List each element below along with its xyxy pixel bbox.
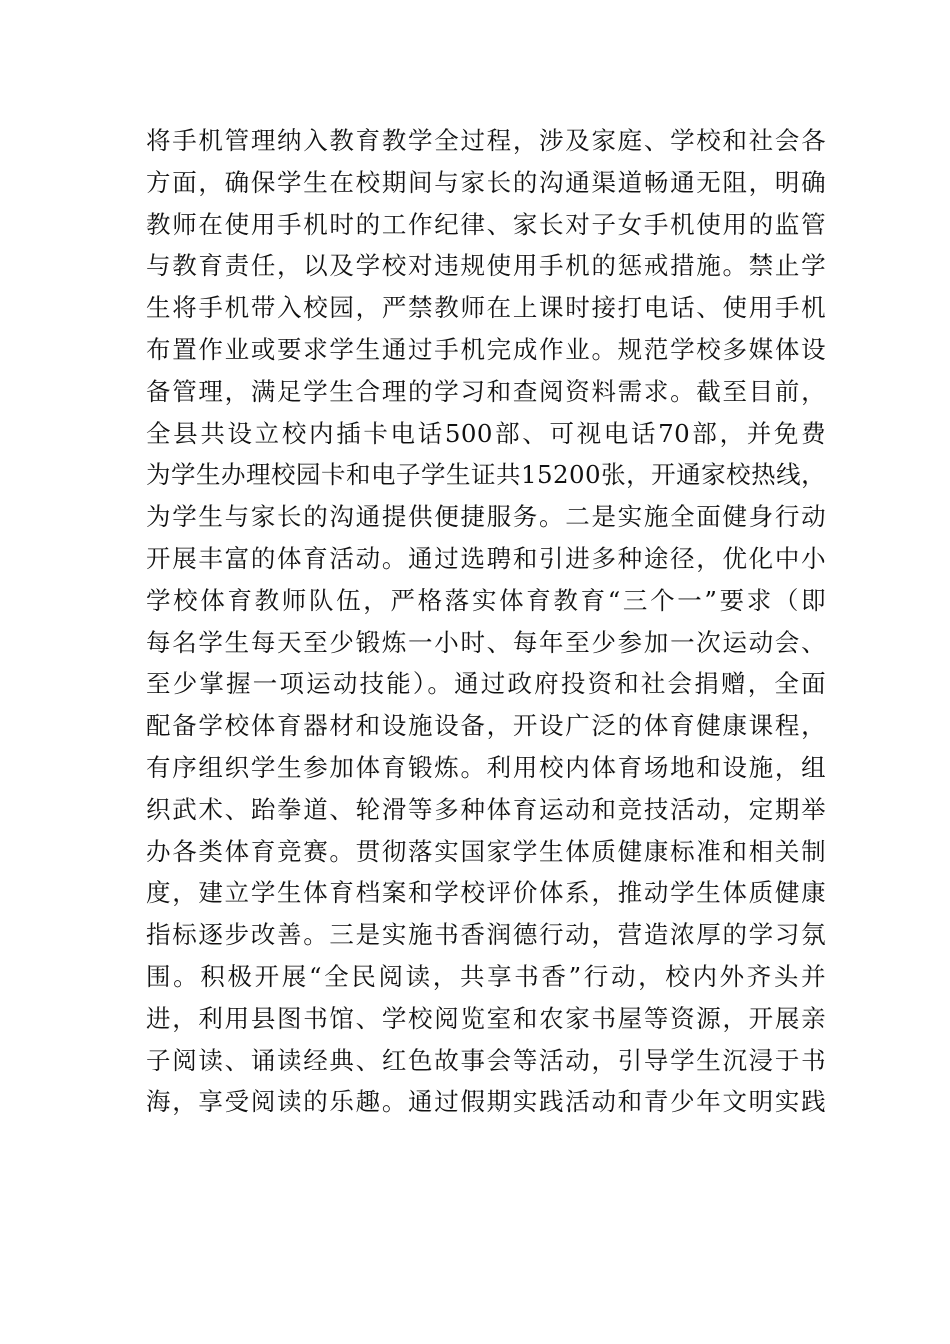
text-line: 教师在使用手机时的工作纪律、家长对子女手机使用的监管 — [146, 209, 826, 239]
text-line: 织武术、跆拳道、轮滑等多种体育运动和竞技活动，定期举 — [146, 794, 826, 824]
text-line: 指标逐步改善。三是实施书香润德行动，营造浓厚的学习氛 — [146, 920, 826, 950]
text-line: 海，享受阅读的乐趣。通过假期实践活动和青少年文明实践 — [146, 1087, 826, 1117]
text-line: 布置作业或要求学生通过手机完成作业。规范学校多媒体设 — [146, 334, 826, 364]
text-line: 有序组织学生参加体育锻炼。利用校内体育场地和设施，组 — [146, 752, 826, 782]
text-line: 全县共设立校内插卡电话500部、可视电话70部，并免费 — [146, 418, 826, 448]
text-line: 学校体育教师队伍，严格落实体育教育“三个一”要求（即 — [146, 585, 826, 615]
text-line: 办各类体育竞赛。贯彻落实国家学生体质健康标准和相关制 — [146, 836, 826, 866]
text-line: 至少掌握一项运动技能）。通过政府投资和社会捐赠，全面 — [146, 669, 826, 699]
text-line: 度，建立学生体育档案和学校评价体系，推动学生体质健康 — [146, 878, 826, 908]
text-line: 每名学生每天至少锻炼一小时、每年至少参加一次运动会、 — [146, 627, 826, 657]
text-line: 将手机管理纳入教育教学全过程，涉及家庭、学校和社会各 — [146, 126, 826, 155]
text-line: 为学生与家长的沟通提供便捷服务。二是实施全面健身行动 — [146, 502, 826, 532]
text-line: 方面，确保学生在校期间与家长的沟通渠道畅通无阻，明确 — [146, 167, 826, 197]
text-line: 子阅读、诵读经典、红色故事会等活动，引导学生沉浸于书 — [146, 1045, 826, 1075]
text-line: 生将手机带入校园，严禁教师在上课时接打电话、使用手机 — [146, 293, 826, 323]
text-line: 围。积极开展“全民阅读，共享书香”行动，校内外齐头并 — [146, 961, 826, 991]
text-line: 开展丰富的体育活动。通过选聘和引进多种途径，优化中小 — [146, 543, 826, 573]
text-line: 进，利用县图书馆、学校阅览室和农家书屋等资源，开展亲 — [146, 1003, 826, 1033]
body-paragraph — [146, 120, 826, 1123]
text-line: 为学生办理校园卡和电子学生证共15200张，开通家校热线， — [146, 460, 826, 490]
text-line: 配备学校体育器材和设施设备，开设广泛的体育健康课程， — [146, 711, 826, 741]
text-line: 与教育责任，以及学校对违规使用手机的惩戒措施。禁止学 — [146, 251, 826, 281]
text-line: 备管理，满足学生合理的学习和查阅资料需求。截至目前， — [146, 376, 826, 406]
